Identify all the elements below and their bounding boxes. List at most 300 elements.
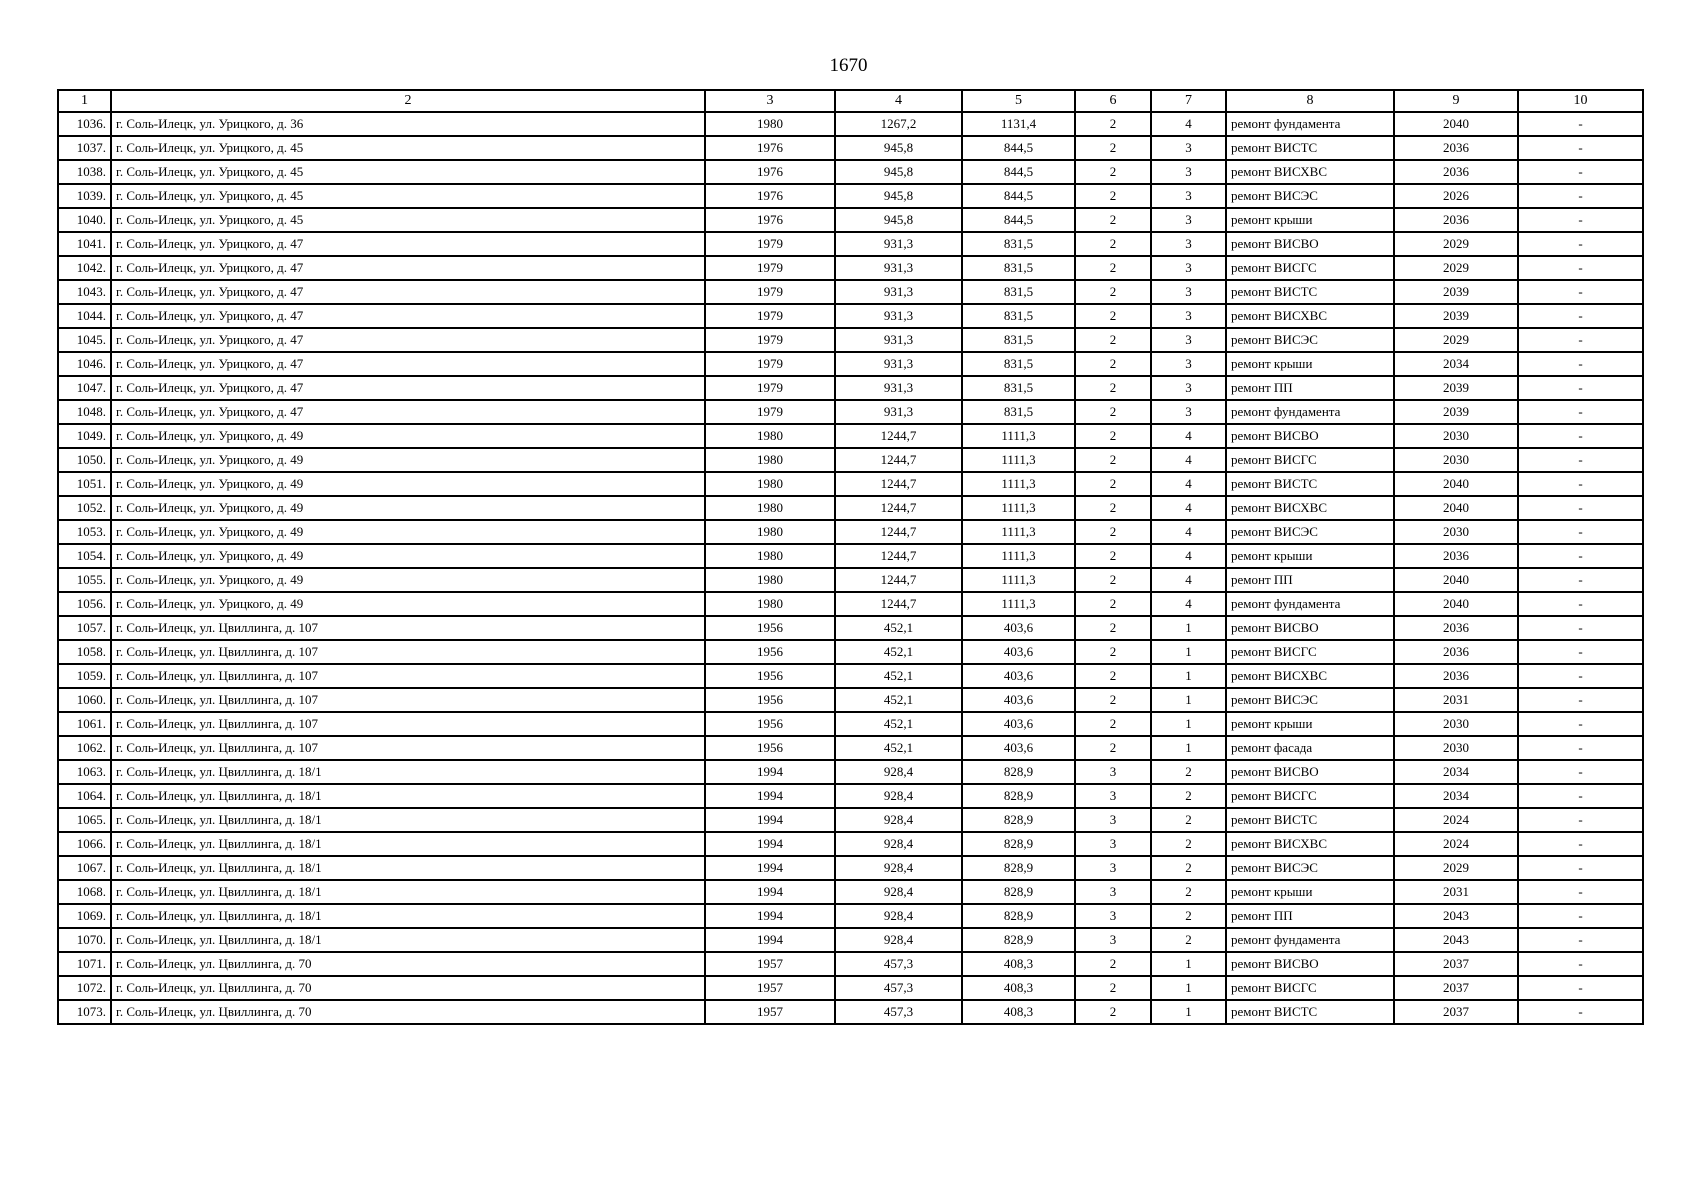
planned-year-cell: 2036 (1394, 208, 1518, 232)
note-cell: - (1518, 400, 1643, 424)
note-cell: - (1518, 832, 1643, 856)
address-cell: г. Соль-Илецк, ул. Цвиллинга, д. 107 (111, 664, 705, 688)
work-type-cell: ремонт ВИСХВС (1226, 832, 1394, 856)
floors-cell: 2 (1075, 328, 1151, 352)
address-cell: г. Соль-Илецк, ул. Цвиллинга, д. 70 (111, 952, 705, 976)
entrances-cell: 3 (1151, 376, 1226, 400)
planned-year-cell: 2029 (1394, 256, 1518, 280)
table-row (58, 568, 1643, 592)
table-row (58, 616, 1643, 640)
row-number-cell: 1056. (58, 592, 111, 616)
entrances-cell: 3 (1151, 208, 1226, 232)
table-row (58, 136, 1643, 160)
total-area-cell: 928,4 (835, 904, 962, 928)
work-type-cell: ремонт ВИСЭС (1226, 328, 1394, 352)
year-built-cell: 1994 (705, 760, 835, 784)
entrances-cell: 3 (1151, 184, 1226, 208)
floors-cell: 3 (1075, 856, 1151, 880)
entrances-cell: 3 (1151, 160, 1226, 184)
year-built-cell: 1980 (705, 520, 835, 544)
column-header-8: 8 (1226, 90, 1394, 112)
planned-year-cell: 2040 (1394, 568, 1518, 592)
total-area-cell: 945,8 (835, 184, 962, 208)
address-cell: г. Соль-Илецк, ул. Цвиллинга, д. 70 (111, 976, 705, 1000)
table-row (58, 832, 1643, 856)
address-cell: г. Соль-Илецк, ул. Цвиллинга, д. 18/1 (111, 832, 705, 856)
work-type-cell: ремонт ПП (1226, 904, 1394, 928)
table-row (58, 856, 1643, 880)
total-area-cell: 931,3 (835, 256, 962, 280)
note-cell: - (1518, 472, 1643, 496)
living-area-cell: 1111,3 (962, 520, 1075, 544)
planned-year-cell: 2034 (1394, 352, 1518, 376)
table-row (58, 304, 1643, 328)
address-cell: г. Соль-Илецк, ул. Цвиллинга, д. 18/1 (111, 808, 705, 832)
table-row (58, 760, 1643, 784)
planned-year-cell: 2030 (1394, 448, 1518, 472)
year-built-cell: 1994 (705, 856, 835, 880)
entrances-cell: 4 (1151, 448, 1226, 472)
row-number-cell: 1052. (58, 496, 111, 520)
planned-year-cell: 2043 (1394, 904, 1518, 928)
living-area-cell: 844,5 (962, 136, 1075, 160)
row-number-cell: 1063. (58, 760, 111, 784)
living-area-cell: 828,9 (962, 760, 1075, 784)
floors-cell: 2 (1075, 544, 1151, 568)
total-area-cell: 945,8 (835, 208, 962, 232)
living-area-cell: 403,6 (962, 640, 1075, 664)
entrances-cell: 1 (1151, 1000, 1226, 1024)
work-type-cell: ремонт фасада (1226, 736, 1394, 760)
year-built-cell: 1980 (705, 496, 835, 520)
table-row (58, 904, 1643, 928)
repair-schedule-table (57, 89, 1644, 1025)
column-header-4: 4 (835, 90, 962, 112)
year-built-cell: 1994 (705, 904, 835, 928)
living-area-cell: 1111,3 (962, 568, 1075, 592)
note-cell: - (1518, 1000, 1643, 1024)
entrances-cell: 4 (1151, 496, 1226, 520)
floors-cell: 2 (1075, 376, 1151, 400)
address-cell: г. Соль-Илецк, ул. Урицкого, д. 47 (111, 256, 705, 280)
floors-cell: 3 (1075, 904, 1151, 928)
floors-cell: 2 (1075, 448, 1151, 472)
address-cell: г. Соль-Илецк, ул. Урицкого, д. 45 (111, 184, 705, 208)
floors-cell: 2 (1075, 232, 1151, 256)
work-type-cell: ремонт фундамента (1226, 112, 1394, 136)
floors-cell: 2 (1075, 136, 1151, 160)
row-number-cell: 1039. (58, 184, 111, 208)
year-built-cell: 1976 (705, 136, 835, 160)
row-number-cell: 1067. (58, 856, 111, 880)
total-area-cell: 1244,7 (835, 424, 962, 448)
table-row (58, 520, 1643, 544)
floors-cell: 2 (1075, 112, 1151, 136)
planned-year-cell: 2037 (1394, 952, 1518, 976)
year-built-cell: 1956 (705, 616, 835, 640)
planned-year-cell: 2040 (1394, 496, 1518, 520)
living-area-cell: 831,5 (962, 304, 1075, 328)
row-number-cell: 1065. (58, 808, 111, 832)
work-type-cell: ремонт фундамента (1226, 400, 1394, 424)
row-number-cell: 1073. (58, 1000, 111, 1024)
year-built-cell: 1979 (705, 232, 835, 256)
total-area-cell: 452,1 (835, 664, 962, 688)
table-row (58, 976, 1643, 1000)
floors-cell: 2 (1075, 736, 1151, 760)
total-area-cell: 457,3 (835, 952, 962, 976)
table-row (58, 232, 1643, 256)
row-number-cell: 1061. (58, 712, 111, 736)
year-built-cell: 1976 (705, 184, 835, 208)
total-area-cell: 931,3 (835, 304, 962, 328)
entrances-cell: 1 (1151, 640, 1226, 664)
entrances-cell: 4 (1151, 424, 1226, 448)
table-row (58, 952, 1643, 976)
address-cell: г. Соль-Илецк, ул. Урицкого, д. 47 (111, 232, 705, 256)
living-area-cell: 403,6 (962, 736, 1075, 760)
row-number-cell: 1047. (58, 376, 111, 400)
floors-cell: 2 (1075, 592, 1151, 616)
floors-cell: 2 (1075, 688, 1151, 712)
address-cell: г. Соль-Илецк, ул. Урицкого, д. 45 (111, 160, 705, 184)
planned-year-cell: 2040 (1394, 112, 1518, 136)
note-cell: - (1518, 376, 1643, 400)
note-cell: - (1518, 616, 1643, 640)
living-area-cell: 831,5 (962, 280, 1075, 304)
note-cell: - (1518, 976, 1643, 1000)
row-number-cell: 1070. (58, 928, 111, 952)
year-built-cell: 1956 (705, 688, 835, 712)
entrances-cell: 4 (1151, 472, 1226, 496)
table-row (58, 472, 1643, 496)
column-header-7: 7 (1151, 90, 1226, 112)
address-cell: г. Соль-Илецк, ул. Урицкого, д. 47 (111, 400, 705, 424)
year-built-cell: 1979 (705, 328, 835, 352)
table-row (58, 640, 1643, 664)
total-area-cell: 931,3 (835, 376, 962, 400)
work-type-cell: ремонт ВИСЭС (1226, 856, 1394, 880)
entrances-cell: 2 (1151, 880, 1226, 904)
total-area-cell: 945,8 (835, 160, 962, 184)
living-area-cell: 844,5 (962, 208, 1075, 232)
address-cell: г. Соль-Илецк, ул. Цвиллинга, д. 107 (111, 616, 705, 640)
planned-year-cell: 2040 (1394, 472, 1518, 496)
row-number-cell: 1043. (58, 280, 111, 304)
work-type-cell: ремонт ВИСХВС (1226, 496, 1394, 520)
note-cell: - (1518, 448, 1643, 472)
note-cell: - (1518, 784, 1643, 808)
floors-cell: 2 (1075, 160, 1151, 184)
work-type-cell: ремонт ВИСТС (1226, 1000, 1394, 1024)
table-row (58, 280, 1643, 304)
planned-year-cell: 2029 (1394, 856, 1518, 880)
note-cell: - (1518, 256, 1643, 280)
work-type-cell: ремонт ВИСЭС (1226, 520, 1394, 544)
work-type-cell: ремонт ВИСГС (1226, 976, 1394, 1000)
planned-year-cell: 2036 (1394, 136, 1518, 160)
total-area-cell: 1244,7 (835, 544, 962, 568)
row-number-cell: 1038. (58, 160, 111, 184)
work-type-cell: ремонт ВИСВО (1226, 616, 1394, 640)
living-area-cell: 1111,3 (962, 448, 1075, 472)
planned-year-cell: 2030 (1394, 736, 1518, 760)
planned-year-cell: 2026 (1394, 184, 1518, 208)
note-cell: - (1518, 952, 1643, 976)
planned-year-cell: 2036 (1394, 544, 1518, 568)
living-area-cell: 831,5 (962, 328, 1075, 352)
total-area-cell: 928,4 (835, 856, 962, 880)
living-area-cell: 831,5 (962, 400, 1075, 424)
work-type-cell: ремонт ВИСТС (1226, 136, 1394, 160)
entrances-cell: 4 (1151, 112, 1226, 136)
entrances-cell: 1 (1151, 976, 1226, 1000)
address-cell: г. Соль-Илецк, ул. Цвиллинга, д. 18/1 (111, 784, 705, 808)
address-cell: г. Соль-Илецк, ул. Цвиллинга, д. 18/1 (111, 856, 705, 880)
total-area-cell: 1244,7 (835, 472, 962, 496)
total-area-cell: 928,4 (835, 760, 962, 784)
table-row (58, 160, 1643, 184)
total-area-cell: 1244,7 (835, 568, 962, 592)
note-cell: - (1518, 736, 1643, 760)
page-number: 1670 (829, 55, 868, 76)
row-number-cell: 1060. (58, 688, 111, 712)
table-row (58, 544, 1643, 568)
total-area-cell: 931,3 (835, 280, 962, 304)
table-row (58, 712, 1643, 736)
floors-cell: 2 (1075, 424, 1151, 448)
entrances-cell: 1 (1151, 664, 1226, 688)
floors-cell: 2 (1075, 496, 1151, 520)
floors-cell: 2 (1075, 304, 1151, 328)
address-cell: г. Соль-Илецк, ул. Урицкого, д. 47 (111, 304, 705, 328)
floors-cell: 3 (1075, 808, 1151, 832)
address-cell: г. Соль-Илецк, ул. Цвиллинга, д. 107 (111, 712, 705, 736)
living-area-cell: 1111,3 (962, 544, 1075, 568)
planned-year-cell: 2034 (1394, 760, 1518, 784)
work-type-cell: ремонт ВИСТС (1226, 808, 1394, 832)
table-row (58, 448, 1643, 472)
floors-cell: 2 (1075, 976, 1151, 1000)
address-cell: г. Соль-Илецк, ул. Цвиллинга, д. 18/1 (111, 928, 705, 952)
row-number-cell: 1041. (58, 232, 111, 256)
living-area-cell: 828,9 (962, 928, 1075, 952)
row-number-cell: 1046. (58, 352, 111, 376)
entrances-cell: 2 (1151, 784, 1226, 808)
row-number-cell: 1057. (58, 616, 111, 640)
planned-year-cell: 2030 (1394, 520, 1518, 544)
note-cell: - (1518, 280, 1643, 304)
year-built-cell: 1994 (705, 784, 835, 808)
total-area-cell: 928,4 (835, 832, 962, 856)
address-cell: г. Соль-Илецк, ул. Урицкого, д. 49 (111, 568, 705, 592)
address-cell: г. Соль-Илецк, ул. Урицкого, д. 47 (111, 352, 705, 376)
address-cell: г. Соль-Илецк, ул. Цвиллинга, д. 18/1 (111, 760, 705, 784)
entrances-cell: 4 (1151, 520, 1226, 544)
entrances-cell: 3 (1151, 352, 1226, 376)
row-number-cell: 1053. (58, 520, 111, 544)
living-area-cell: 403,6 (962, 688, 1075, 712)
row-number-cell: 1051. (58, 472, 111, 496)
note-cell: - (1518, 760, 1643, 784)
work-type-cell: ремонт ВИСЭС (1226, 688, 1394, 712)
row-number-cell: 1045. (58, 328, 111, 352)
note-cell: - (1518, 160, 1643, 184)
row-number-cell: 1037. (58, 136, 111, 160)
row-number-cell: 1048. (58, 400, 111, 424)
address-cell: г. Соль-Илецк, ул. Урицкого, д. 49 (111, 448, 705, 472)
entrances-cell: 3 (1151, 232, 1226, 256)
living-area-cell: 844,5 (962, 160, 1075, 184)
planned-year-cell: 2039 (1394, 376, 1518, 400)
table-body (58, 112, 1643, 1024)
total-area-cell: 1244,7 (835, 520, 962, 544)
floors-cell: 2 (1075, 952, 1151, 976)
total-area-cell: 1244,7 (835, 448, 962, 472)
entrances-cell: 1 (1151, 688, 1226, 712)
row-number-cell: 1050. (58, 448, 111, 472)
note-cell: - (1518, 904, 1643, 928)
planned-year-cell: 2036 (1394, 160, 1518, 184)
floors-cell: 2 (1075, 712, 1151, 736)
entrances-cell: 3 (1151, 400, 1226, 424)
planned-year-cell: 2024 (1394, 808, 1518, 832)
planned-year-cell: 2024 (1394, 832, 1518, 856)
year-built-cell: 1956 (705, 736, 835, 760)
year-built-cell: 1994 (705, 880, 835, 904)
table-row (58, 208, 1643, 232)
work-type-cell: ремонт ВИСХВС (1226, 304, 1394, 328)
table-row (58, 736, 1643, 760)
total-area-cell: 928,4 (835, 808, 962, 832)
row-number-cell: 1071. (58, 952, 111, 976)
living-area-cell: 1111,3 (962, 424, 1075, 448)
living-area-cell: 828,9 (962, 832, 1075, 856)
address-cell: г. Соль-Илецк, ул. Урицкого, д. 45 (111, 136, 705, 160)
year-built-cell: 1994 (705, 832, 835, 856)
table-row (58, 424, 1643, 448)
floors-cell: 2 (1075, 184, 1151, 208)
column-header-2: 2 (111, 90, 705, 112)
row-number-cell: 1059. (58, 664, 111, 688)
address-cell: г. Соль-Илецк, ул. Урицкого, д. 47 (111, 328, 705, 352)
floors-cell: 2 (1075, 1000, 1151, 1024)
address-cell: г. Соль-Илецк, ул. Урицкого, д. 49 (111, 472, 705, 496)
work-type-cell: ремонт ВИСГС (1226, 256, 1394, 280)
year-built-cell: 1980 (705, 424, 835, 448)
note-cell: - (1518, 352, 1643, 376)
planned-year-cell: 2043 (1394, 928, 1518, 952)
entrances-cell: 3 (1151, 304, 1226, 328)
address-cell: г. Соль-Илецк, ул. Урицкого, д. 49 (111, 496, 705, 520)
table-row (58, 784, 1643, 808)
note-cell: - (1518, 712, 1643, 736)
living-area-cell: 403,6 (962, 616, 1075, 640)
row-number-cell: 1064. (58, 784, 111, 808)
row-number-cell: 1068. (58, 880, 111, 904)
entrances-cell: 3 (1151, 328, 1226, 352)
address-cell: г. Соль-Илецк, ул. Цвиллинга, д. 18/1 (111, 904, 705, 928)
table-row (58, 928, 1643, 952)
note-cell: - (1518, 112, 1643, 136)
living-area-cell: 1111,3 (962, 592, 1075, 616)
entrances-cell: 2 (1151, 760, 1226, 784)
planned-year-cell: 2039 (1394, 280, 1518, 304)
column-header-3: 3 (705, 90, 835, 112)
year-built-cell: 1980 (705, 472, 835, 496)
planned-year-cell: 2040 (1394, 592, 1518, 616)
entrances-cell: 4 (1151, 568, 1226, 592)
work-type-cell: ремонт ВИСВО (1226, 424, 1394, 448)
note-cell: - (1518, 688, 1643, 712)
note-cell: - (1518, 640, 1643, 664)
entrances-cell: 3 (1151, 256, 1226, 280)
row-number-cell: 1044. (58, 304, 111, 328)
address-cell: г. Соль-Илецк, ул. Урицкого, д. 47 (111, 280, 705, 304)
living-area-cell: 1111,3 (962, 496, 1075, 520)
work-type-cell: ремонт крыши (1226, 544, 1394, 568)
work-type-cell: ремонт ВИСГС (1226, 784, 1394, 808)
floors-cell: 2 (1075, 664, 1151, 688)
work-type-cell: ремонт ВИСХВС (1226, 664, 1394, 688)
total-area-cell: 931,3 (835, 328, 962, 352)
work-type-cell: ремонт ВИСТС (1226, 280, 1394, 304)
entrances-cell: 2 (1151, 808, 1226, 832)
work-type-cell: ремонт ВИСГС (1226, 640, 1394, 664)
total-area-cell: 457,3 (835, 1000, 962, 1024)
living-area-cell: 403,6 (962, 664, 1075, 688)
entrances-cell: 1 (1151, 616, 1226, 640)
table-row (58, 880, 1643, 904)
year-built-cell: 1979 (705, 400, 835, 424)
header-row (58, 90, 1643, 112)
total-area-cell: 452,1 (835, 688, 962, 712)
row-number-cell: 1055. (58, 568, 111, 592)
row-number-cell: 1049. (58, 424, 111, 448)
floors-cell: 2 (1075, 400, 1151, 424)
note-cell: - (1518, 856, 1643, 880)
address-cell: г. Соль-Илецк, ул. Урицкого, д. 45 (111, 208, 705, 232)
floors-cell: 2 (1075, 472, 1151, 496)
note-cell: - (1518, 184, 1643, 208)
living-area-cell: 828,9 (962, 904, 1075, 928)
note-cell: - (1518, 520, 1643, 544)
work-type-cell: ремонт крыши (1226, 352, 1394, 376)
work-type-cell: ремонт ВИСТС (1226, 472, 1394, 496)
total-area-cell: 457,3 (835, 976, 962, 1000)
planned-year-cell: 2037 (1394, 1000, 1518, 1024)
year-built-cell: 1980 (705, 592, 835, 616)
floors-cell: 2 (1075, 616, 1151, 640)
year-built-cell: 1980 (705, 544, 835, 568)
floors-cell: 3 (1075, 928, 1151, 952)
total-area-cell: 928,4 (835, 928, 962, 952)
address-cell: г. Соль-Илецк, ул. Цвиллинга, д. 18/1 (111, 880, 705, 904)
living-area-cell: 828,9 (962, 880, 1075, 904)
year-built-cell: 1979 (705, 280, 835, 304)
address-cell: г. Соль-Илецк, ул. Урицкого, д. 47 (111, 376, 705, 400)
year-built-cell: 1957 (705, 976, 835, 1000)
year-built-cell: 1976 (705, 208, 835, 232)
living-area-cell: 408,3 (962, 952, 1075, 976)
entrances-cell: 2 (1151, 904, 1226, 928)
table-row (58, 184, 1643, 208)
living-area-cell: 831,5 (962, 232, 1075, 256)
year-built-cell: 1979 (705, 256, 835, 280)
row-number-cell: 1036. (58, 112, 111, 136)
living-area-cell: 828,9 (962, 784, 1075, 808)
planned-year-cell: 2029 (1394, 328, 1518, 352)
